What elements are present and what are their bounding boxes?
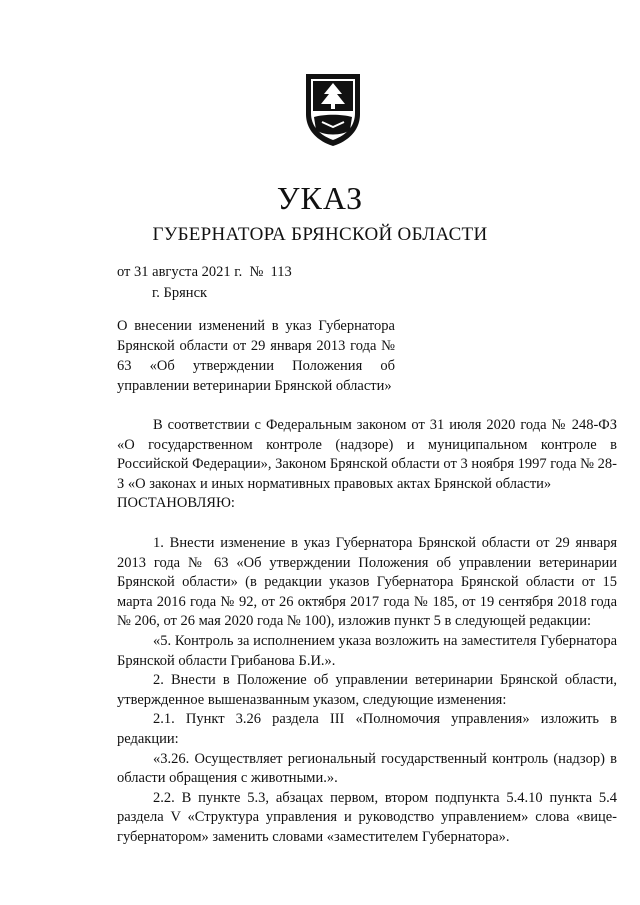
coat-of-arms-icon (300, 70, 366, 150)
paragraph-2-1-quote: «3.26. Осуществляет региональный государственный контроль (надзор) в области обращения с животными.». (117, 750, 617, 787)
city-line: г. Брянск (152, 285, 208, 301)
paragraph-1: 1. Внести изменение в указ Губернатора Брянской области от 29 января 2013 года № 63 «Об утверждении Положения об управлении ветеринарии Брянской области» (в редакции указов Губернатора Брянской области от 15 марта 2016 года № 92, от 26 октября 2017 года № 185, от 19 сентября 2018 года № 206, от 26 мая 2020 года № 100), изложив пункт 5 в следующей редакции: (117, 534, 617, 630)
decree-heading: ПОСТАНОВЛЯЮ: (117, 495, 235, 512)
document-title: УКАЗ (276, 180, 364, 216)
paragraph-2: 2. Внести в Положение об управлении ветеринарии Брянской области, утвержденное вышеназванным указом, следующие изменения: (117, 672, 617, 708)
date-number-line: от 31 августа 2021 г. № 113 (117, 264, 292, 280)
document-subtitle: ГУБЕРНАТОРА БРЯНСКОЙ ОБЛАСТИ (152, 224, 488, 245)
paragraph-2-1: 2.1. Пункт 3.26 раздела III «Полномочия управления» изложить в редакции: (117, 711, 617, 747)
paragraph-2-2: 2.2. В пункте 5.3, абзацах первом, втором подпункта 5.4.10 пункта 5.4 раздела V «Структура управления и руководство управлением» слова «вице-губернатором» заменить словами «заместителем Губернатора». (117, 789, 617, 845)
preamble-paragraph: В соответствии с Федеральным законом от 31 июля 2020 года № 248-ФЗ «О государственном контроле (надзоре) и муниципальном контроле в Российской Федерации», Законом Брянской области от 3 ноября 1997 года № 28-З «О законах и иных нормативных правовых актах Брянской области» (117, 417, 617, 492)
document-subject: О внесении изменений в указ Губернатора Брянской области от 29 января 2013 года № 63 «Об утверждении Положения об управлении ветеринарии Брянской области» (117, 318, 395, 394)
paragraph-1-quote: «5. Контроль за исполнением указа возложить на заместителя Губернатора Брянской области Грибанова Б.И.». (117, 632, 617, 669)
document-body (117, 416, 617, 847)
